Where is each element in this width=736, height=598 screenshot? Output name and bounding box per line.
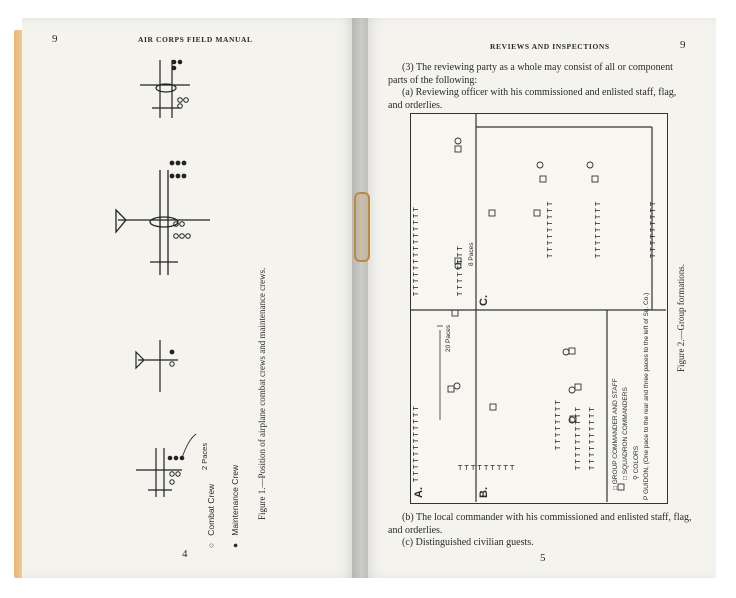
legend-label: COLORS xyxy=(633,445,640,474)
filled-circle-icon: ● xyxy=(230,542,240,548)
legend-guidon xyxy=(643,293,650,500)
svg-text:T T T T T T T T: T T T T T T T T xyxy=(456,246,464,296)
right-running-head: REVIEWS AND INSPECTIONS xyxy=(490,42,610,51)
legend-label: Combat Crew xyxy=(206,483,216,536)
left-corner-number: 9 xyxy=(52,33,58,45)
legend-group-commander xyxy=(612,378,619,490)
figure-1-caption: Figure 1.—Position of airplane combat crews and maintenance crews. xyxy=(257,267,267,520)
svg-text:T T T T T T T T: T T T T T T T T xyxy=(554,400,562,450)
square-icon: □ xyxy=(612,486,619,490)
right-page-number: 5 xyxy=(540,552,546,564)
left-page-number: 4 xyxy=(182,548,188,560)
svg-text:T T T T T T T T T T T T T T: T T T T T T T T T T T T T T xyxy=(412,207,420,296)
svg-text:T T T T T T T T T: T T T T T T T T T xyxy=(594,201,602,258)
two-paces-label: 2 Paces xyxy=(200,442,209,470)
svg-text:T T T T T T T T T T T T: T T T T T T T T T T T T xyxy=(412,406,420,482)
section-b-label: B. xyxy=(478,487,490,498)
figure-2-caption: Figure 2.—Group formations. xyxy=(676,264,686,372)
guidon-icon: P xyxy=(643,495,650,500)
legend-label: GROUP COMMANDER AND STAFF xyxy=(612,378,619,485)
svg-text:T T T T T T T T T: T T T T T T T T T xyxy=(649,201,657,258)
hollow-circle-icon: ○ xyxy=(206,542,216,548)
paragraph-c: (c) Distinguished civilian guests. xyxy=(402,537,534,548)
paces-20-label: 20 Paces xyxy=(445,324,452,352)
legend-colors xyxy=(632,446,640,480)
guidon-note: (One pace to the rear and three paces to the left of Sq. Co.) xyxy=(643,292,650,465)
svg-text:T T T T T T T T T: T T T T T T T T T xyxy=(458,464,515,472)
legend-squadron-commanders xyxy=(622,387,629,480)
legend-label: SQUADRON COMMANDERS xyxy=(622,387,629,475)
square-icon: □ xyxy=(622,476,629,480)
legend-label: Maintenance Crew xyxy=(230,464,240,536)
section-c-label: C. xyxy=(478,295,490,306)
svg-text:T T T T T T T T T T: T T T T T T T T T T xyxy=(574,407,582,470)
section-a-label: A. xyxy=(413,487,425,498)
paces-8-label: 8 Paces xyxy=(468,242,475,266)
colors-flag-icon: ⚲ xyxy=(633,475,640,480)
svg-text:T T T T T T T T T T: T T T T T T T T T T xyxy=(588,407,596,470)
right-corner-number: 9 xyxy=(680,39,686,51)
legend-label: GUIDON, xyxy=(643,466,650,494)
paragraph-b: (b) The local commander with his commissioned and enlisted staff, flag, and orderlies. xyxy=(388,512,692,536)
svg-text:T T T T T T T T T: T T T T T T T T T xyxy=(546,201,554,258)
paragraph-a: (a) Reviewing officer with his commissioned and enlisted staff, flag, and orderlies. xyxy=(388,87,677,111)
left-running-head: AIR CORPS FIELD MANUAL xyxy=(138,35,253,44)
paragraph-3: (3) The reviewing party as a whole may consist of all or component parts of the following: xyxy=(388,62,673,86)
